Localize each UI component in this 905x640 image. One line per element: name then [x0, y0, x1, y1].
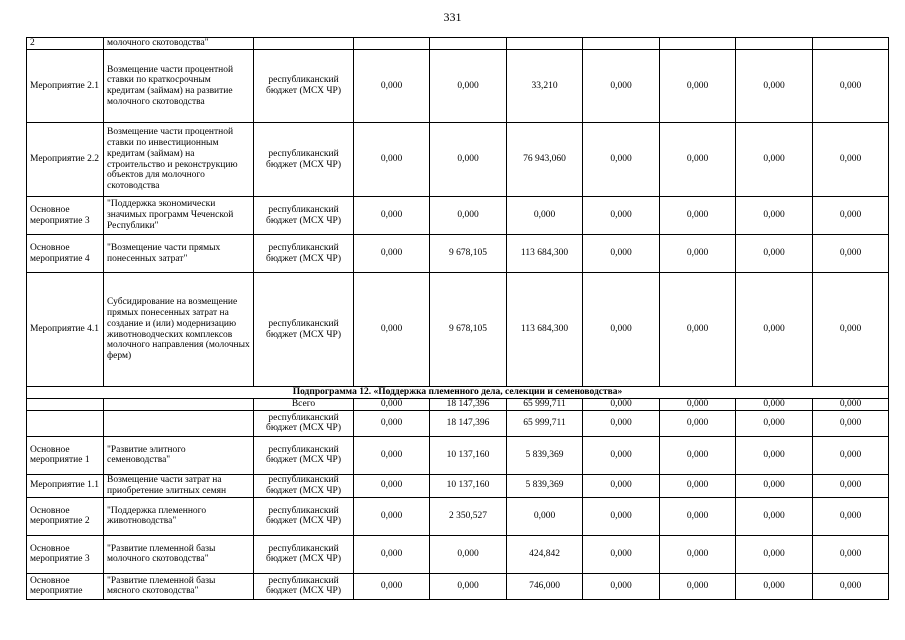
funding-source-cell: республиканский бюджет (МСХ ЧР): [254, 235, 354, 273]
page-number: 331: [443, 10, 462, 24]
value-cell: 0,000: [583, 497, 660, 535]
table-row: [27, 410, 889, 436]
value-cell: 0,000: [354, 50, 430, 123]
value-cell: 0,000: [354, 399, 430, 411]
value-cell: 0,000: [354, 535, 430, 573]
value-cell: 0,000: [583, 197, 660, 235]
value-cell: 2 350,527: [430, 497, 507, 535]
value-cell: 0,000: [583, 123, 660, 197]
value-cell: 0,000: [507, 497, 583, 535]
table-row: [27, 123, 889, 197]
value-cell: 0,000: [736, 123, 813, 197]
table-row: [27, 235, 889, 273]
value-cell: 5 839,369: [507, 474, 583, 497]
value-cell: 0,000: [430, 197, 507, 235]
value-cell: 0,000: [736, 197, 813, 235]
value-cell: 0,000: [813, 399, 889, 411]
measure-name-cell: Возмещение части процентной ставки по инвестиционным кредитам (займам) на строительство и реконструкцию объектов для молочного скотоводства: [104, 123, 254, 197]
funding-source-cell: республиканский бюджет (МСХ ЧР): [254, 436, 354, 474]
value-cell: 0,000: [660, 573, 736, 599]
value-cell: 0,000: [736, 399, 813, 411]
value-cell: 0,000: [354, 235, 430, 273]
value-cell: 0,000: [507, 197, 583, 235]
value-cell: 0,000: [736, 497, 813, 535]
value-cell: 0,000: [583, 273, 660, 387]
table-body-upper: [27, 38, 889, 387]
value-cell: 0,000: [813, 436, 889, 474]
value-cell: 424,842: [507, 535, 583, 573]
value-cell: 0,000: [736, 436, 813, 474]
funding-source-cell: республиканский бюджет (МСХ ЧР): [254, 50, 354, 123]
table-row: [27, 273, 889, 387]
value-cell: 0,000: [660, 123, 736, 197]
value-cell: 0,000: [736, 474, 813, 497]
value-cell: [507, 38, 583, 50]
funding-source-cell: Всего: [254, 399, 354, 411]
table-row: [27, 197, 889, 235]
measure-name-cell: Возмещение части процентной ставки по краткосрочным кредитам (займам) на развитие молочного скотоводства: [104, 50, 254, 123]
value-cell: 0,000: [583, 474, 660, 497]
table-row: [27, 497, 889, 535]
value-cell: 113 684,300: [507, 273, 583, 387]
table-row: [27, 38, 889, 50]
value-cell: [813, 38, 889, 50]
funding-source-cell: республиканский бюджет (МСХ ЧР): [254, 197, 354, 235]
measure-name-cell: "Возмещение части прямых понесенных затрат": [104, 235, 254, 273]
value-cell: 0,000: [813, 197, 889, 235]
value-cell: 0,000: [736, 235, 813, 273]
value-cell: 0,000: [583, 573, 660, 599]
value-cell: 0,000: [354, 436, 430, 474]
budget-table: [26, 37, 889, 600]
value-cell: 0,000: [813, 123, 889, 197]
value-cell: 0,000: [660, 399, 736, 411]
value-cell: 746,000: [507, 573, 583, 599]
value-cell: 0,000: [583, 410, 660, 436]
value-cell: 18 147,396: [430, 410, 507, 436]
value-cell: 5 839,369: [507, 436, 583, 474]
funding-source-cell: республиканский бюджет (МСХ ЧР): [254, 497, 354, 535]
table-row: [27, 399, 889, 411]
value-cell: 33,210: [507, 50, 583, 123]
value-cell: [354, 38, 430, 50]
value-cell: 0,000: [736, 410, 813, 436]
measure-name-cell: [104, 399, 254, 411]
measure-name-cell: "Развитие племенной базы мясного скотоводства": [104, 573, 254, 599]
value-cell: 0,000: [354, 410, 430, 436]
value-cell: 0,000: [583, 50, 660, 123]
measure-code-cell: Мероприятие 2.1: [27, 50, 104, 123]
value-cell: 0,000: [354, 573, 430, 599]
value-cell: 0,000: [354, 497, 430, 535]
table-row: [27, 474, 889, 497]
value-cell: 113 684,300: [507, 235, 583, 273]
subprogram-row: [27, 387, 889, 399]
value-cell: [736, 38, 813, 50]
measure-name-cell: молочного скотоводства": [104, 38, 254, 50]
funding-source-cell: республиканский бюджет (МСХ ЧР): [254, 535, 354, 573]
value-cell: 0,000: [660, 497, 736, 535]
funding-source-cell: республиканский бюджет (МСХ ЧР): [254, 573, 354, 599]
value-cell: 0,000: [736, 273, 813, 387]
funding-source-cell: республиканский бюджет (МСХ ЧР): [254, 474, 354, 497]
value-cell: 0,000: [430, 50, 507, 123]
measure-name-cell: Возмещение части затрат на приобретение элитных семян: [104, 474, 254, 497]
value-cell: 0,000: [660, 535, 736, 573]
value-cell: 0,000: [354, 474, 430, 497]
value-cell: 65 999,711: [507, 399, 583, 411]
value-cell: 0,000: [430, 535, 507, 573]
value-cell: 9 678,105: [430, 235, 507, 273]
value-cell: 0,000: [660, 273, 736, 387]
measure-name-cell: "Поддержка племенного животноводства": [104, 497, 254, 535]
value-cell: 0,000: [583, 399, 660, 411]
value-cell: 0,000: [660, 197, 736, 235]
value-cell: 0,000: [660, 410, 736, 436]
value-cell: 10 137,160: [430, 436, 507, 474]
table-row: [27, 50, 889, 123]
value-cell: 0,000: [354, 197, 430, 235]
measure-name-cell: Субсидирование на возмещение прямых понесенных затрат на создание и (или) модернизацию животноводческих комплексов молочного направления (молочных ферм): [104, 273, 254, 387]
table-row: [27, 535, 889, 573]
measure-code-cell: Основное мероприятие 4: [27, 235, 104, 273]
value-cell: 0,000: [430, 573, 507, 599]
value-cell: 65 999,711: [507, 410, 583, 436]
value-cell: 0,000: [430, 123, 507, 197]
value-cell: 0,000: [354, 123, 430, 197]
value-cell: 0,000: [660, 235, 736, 273]
measure-code-cell: 2: [27, 38, 104, 50]
value-cell: 0,000: [813, 50, 889, 123]
measure-code-cell: Основное мероприятие 3: [27, 197, 104, 235]
funding-source-cell: республиканский бюджет (МСХ ЧР): [254, 123, 354, 197]
value-cell: 10 137,160: [430, 474, 507, 497]
table-row: [27, 573, 889, 599]
value-cell: 0,000: [813, 535, 889, 573]
value-cell: 76 943,060: [507, 123, 583, 197]
subprogram-section: [27, 387, 889, 399]
value-cell: 0,000: [583, 436, 660, 474]
measure-code-cell: Мероприятие 4.1: [27, 273, 104, 387]
measure-code-cell: [27, 410, 104, 436]
value-cell: [430, 38, 507, 50]
measure-name-cell: "Развитие племенной базы молочного скотоводства": [104, 535, 254, 573]
value-cell: 0,000: [660, 474, 736, 497]
measure-name-cell: "Развитие элитного семеноводства": [104, 436, 254, 474]
value-cell: [583, 38, 660, 50]
measure-name-cell: [104, 410, 254, 436]
measure-name-cell: "Поддержка экономически значимых программ Чеченской Республики": [104, 197, 254, 235]
value-cell: 0,000: [736, 573, 813, 599]
value-cell: 0,000: [813, 497, 889, 535]
measure-code-cell: Основное мероприятие 2: [27, 497, 104, 535]
value-cell: 0,000: [354, 273, 430, 387]
value-cell: 0,000: [813, 235, 889, 273]
measure-code-cell: Основное мероприятие: [27, 573, 104, 599]
measure-code-cell: Основное мероприятие 3: [27, 535, 104, 573]
measure-code-cell: [27, 399, 104, 411]
table-body-lower: [27, 399, 889, 600]
value-cell: [660, 38, 736, 50]
value-cell: 0,000: [813, 273, 889, 387]
measure-code-cell: Мероприятие 2.2: [27, 123, 104, 197]
value-cell: 0,000: [660, 436, 736, 474]
value-cell: 0,000: [583, 235, 660, 273]
funding-source-cell: [254, 38, 354, 50]
measure-code-cell: Мероприятие 1.1: [27, 474, 104, 497]
funding-source-cell: республиканский бюджет (МСХ ЧР): [254, 410, 354, 436]
value-cell: 0,000: [813, 573, 889, 599]
value-cell: 0,000: [736, 50, 813, 123]
value-cell: 0,000: [583, 535, 660, 573]
value-cell: 9 678,105: [430, 273, 507, 387]
value-cell: 18 147,396: [430, 399, 507, 411]
value-cell: 0,000: [660, 50, 736, 123]
table-row: [27, 436, 889, 474]
funding-source-cell: республиканский бюджет (МСХ ЧР): [254, 273, 354, 387]
value-cell: 0,000: [736, 535, 813, 573]
value-cell: 0,000: [813, 410, 889, 436]
measure-code-cell: Основное мероприятие 1: [27, 436, 104, 474]
subprogram-title: Подпрограмма 12. «Поддержка племенного дела, селекции и семеноводства»: [27, 387, 889, 399]
value-cell: 0,000: [813, 474, 889, 497]
